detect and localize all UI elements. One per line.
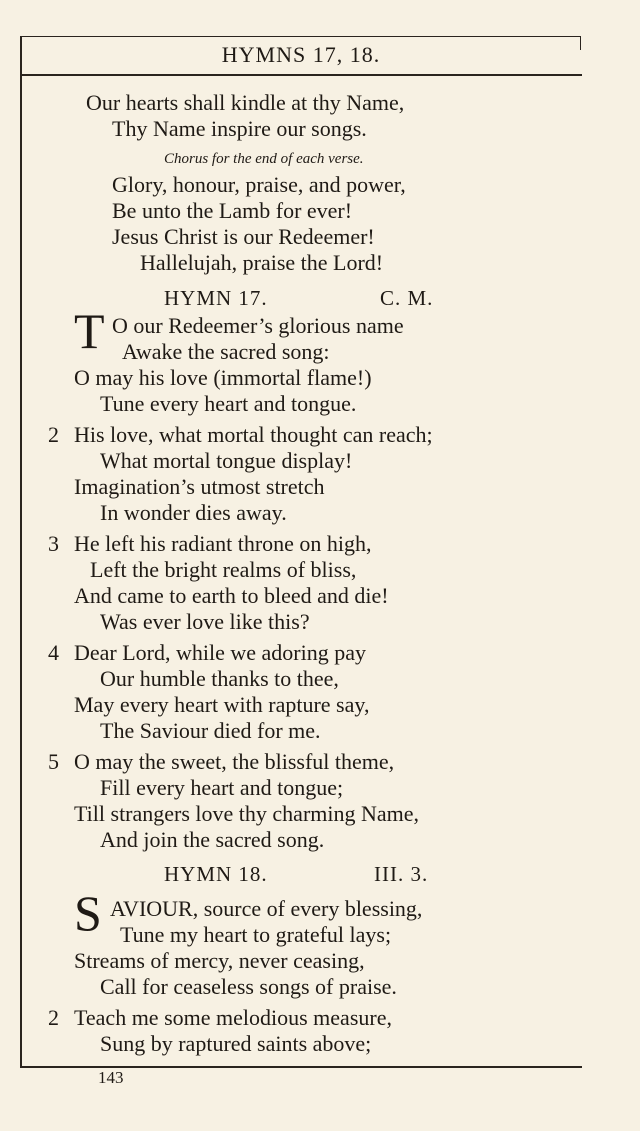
chorus-line: Jesus Christ is our Redeemer! — [112, 224, 375, 249]
page-border-left — [20, 36, 22, 1068]
page-border-top — [20, 36, 580, 37]
verse-line: AVIOUR, source of every blessing, — [110, 896, 423, 921]
chorus-line: Be unto the Lamb for ever! — [112, 198, 353, 223]
verse-number: 2 — [48, 1005, 59, 1030]
hymn-18-number: HYMN 18. — [164, 862, 268, 886]
verse-line: Imagination’s utmost stretch — [74, 474, 325, 499]
verse-line: Streams of mercy, never ceasing, — [74, 948, 365, 973]
page-number: 143 — [98, 1068, 124, 1087]
verse-line: O may the sweet, the blissful theme, — [74, 749, 395, 774]
verse-number: 5 — [48, 749, 59, 774]
verse-line: And came to earth to bleed and die! — [74, 583, 389, 608]
dropcap-s: S — [74, 885, 102, 941]
verse-line: Call for ceaseless songs of praise. — [100, 974, 397, 999]
verse-line: Tune every heart and tongue. — [100, 391, 357, 416]
verse-line: His love, what mortal thought can reach; — [74, 422, 433, 447]
verse-number: 4 — [48, 640, 59, 665]
hymn-18-meter: III. 3. — [374, 862, 429, 886]
verse-line: Was ever love like this? — [100, 609, 310, 634]
verse-line: O our Redeemer’s glorious name — [112, 313, 404, 338]
chorus-label: Chorus for the end of each verse. — [164, 151, 364, 167]
verse-line: Teach me some melodious measure, — [74, 1005, 392, 1030]
hymn-17-number: HYMN 17. — [164, 286, 268, 310]
chorus-line: Glory, honour, praise, and power, — [112, 172, 406, 197]
verse-number: 3 — [48, 531, 59, 556]
verse-line: O may his love (immortal flame!) — [74, 365, 372, 390]
verse-line: Our humble thanks to thee, — [100, 666, 339, 691]
header-rule — [20, 74, 582, 76]
running-head: HYMNS 17, 18. — [221, 42, 381, 67]
verse-line: Fill every heart and tongue; — [100, 775, 344, 800]
verse-line: Awake the sacred song: — [122, 339, 330, 364]
verse-number: 2 — [48, 422, 59, 447]
verse-line: What mortal tongue display! — [100, 448, 353, 473]
verse-line: Dear Lord, while we adoring pay — [74, 640, 367, 665]
verse-line: Left the bright realms of bliss, — [90, 557, 357, 582]
chorus-line: Hallelujah, praise the Lord! — [140, 250, 384, 275]
verse-line: May every heart with rapture say, — [74, 692, 370, 717]
verse-line: In wonder dies away. — [100, 500, 287, 525]
verse-line: Thy Name inspire our songs. — [112, 116, 367, 141]
verse-line: He left his radiant throne on high, — [74, 531, 372, 556]
dropcap-t: T — [74, 303, 105, 359]
verse-line: The Saviour died for me. — [100, 718, 321, 743]
hymn-17-meter: C. M. — [380, 286, 434, 310]
verse-line: Tune my heart to grateful lays; — [120, 922, 392, 947]
verse-line: Sung by raptured saints above; — [100, 1031, 372, 1056]
verse-line: And join the sacred song. — [100, 827, 325, 852]
verse-line: Till strangers love thy charming Name, — [74, 801, 420, 826]
verse-line: Our hearts shall kindle at thy Name, — [86, 90, 405, 115]
